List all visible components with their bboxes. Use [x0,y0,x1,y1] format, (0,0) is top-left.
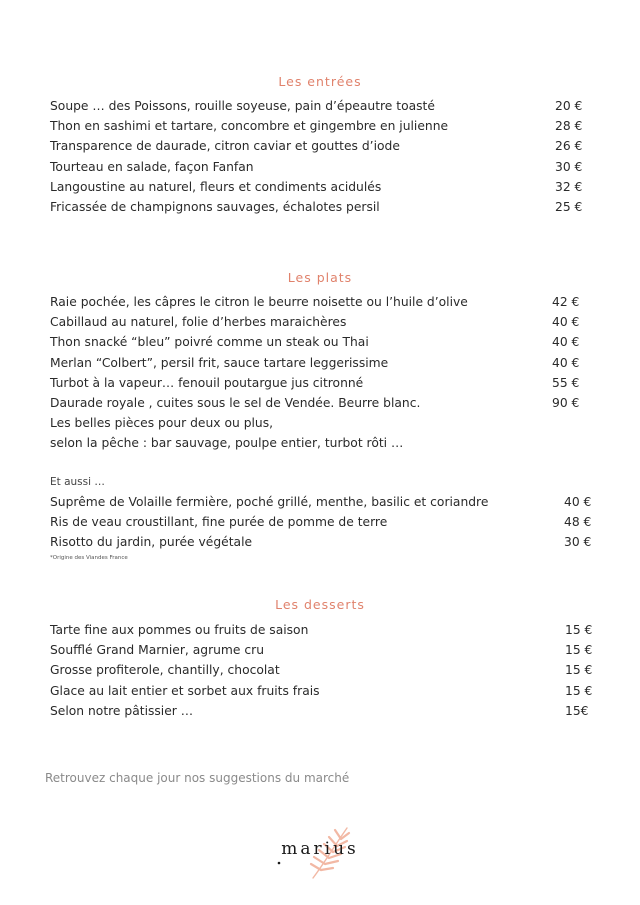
menu-item [50,532,602,552]
menu-item [50,157,600,177]
menu-item-name: Merlan “Colbert”, persil frit, sauce tartare leggerissime [50,355,389,370]
footer-suggestions: Retrouvez chaque jour nos suggestions du marché [45,771,350,785]
menu-item [50,512,602,532]
entrees-title: Les entrées [278,74,362,89]
menu-item-price: 30 € [564,535,592,550]
desserts-title: Les desserts [275,597,365,612]
origin-note: *Origine des Viandes France [50,555,128,561]
menu-item [50,136,600,156]
menu-item [50,96,600,116]
menu-item [50,620,600,640]
logo-dot-icon [278,862,281,865]
menu-item [50,332,600,352]
menu-item-price: 28 € [555,119,583,134]
menu-item-price: 15 € [565,643,593,658]
entrees-list [50,96,600,217]
menu-item-price: 15 € [565,683,593,698]
menu-item-name: Suprême de Volaille fermière, poché grillé, menthe, basilic et coriandre [50,495,489,509]
menu-item-name: Thon en sashimi et tartare, concombre et gingembre en julienne [50,119,449,134]
menu-item-name: Selon notre pâtissier … [50,703,194,718]
menu-extra-line: selon la pêche : bar sauvage, poulpe entier, turbot rôti … [50,436,404,451]
menu-item-price: 26 € [555,139,583,154]
aussi-label: Et aussi … [50,476,105,488]
menu-extra-line: Les belles pièces pour deux ou plus, [50,416,274,430]
menu-item-name: Transparence de daurade, citron caviar et gouttes d’iode [50,139,400,154]
menu-item [50,116,600,136]
menu-item-name: Grosse profiterole, chantilly, chocolat [50,663,280,678]
menu-item-price: 20 € [555,99,583,113]
menu-item [50,492,602,512]
menu-item-name: Ris de veau croustillant, fine purée de pomme de terre [50,515,388,530]
marius-logo [255,822,385,884]
menu-item-price: 40 € [552,355,580,370]
menu-item-name: Soupe … des Poissons, rouille soyeuse, pain d’épeautre toasté [50,99,435,113]
plats-title: Les plats [287,270,353,285]
menu-item-name: Glace au lait entier et sorbet aux fruits frais [50,683,320,698]
desserts-list [50,620,600,721]
menu-item [50,312,600,332]
menu-item-price: 15 € [565,663,593,678]
menu-item-name: Risotto du jardin, purée végétale [50,535,253,550]
menu-item-name: Daurade royale , cuites sous le sel de Vendée. Beurre blanc. [50,395,421,410]
menu-item [50,353,600,373]
menu-item [50,660,600,680]
menu-item-name: Raie pochée, les câpres le citron le beurre noisette ou l’huile d’olive [50,295,468,309]
menu-item [50,701,600,721]
menu-item-price: 30 € [555,159,583,174]
menu-item [50,393,600,413]
menu-item-name: Cabillaud au naturel, folie d’herbes maraichères [50,315,347,330]
menu-item-price: 40 € [552,315,580,330]
plats-extra-lines [50,413,403,453]
aussi-list [50,492,602,553]
menu-item [50,292,600,312]
menu-item-price: 25 € [555,199,583,214]
menu-item-price: 40 € [552,335,580,350]
menu-item-name: Soufflé Grand Marnier, agrume cru [50,643,265,658]
menu-item [50,681,600,701]
menu-item-name: Tarte fine aux pommes ou fruits de saison [50,623,309,637]
menu-item-name: Fricassée de champignons sauvages, échalotes persil [50,199,380,214]
menu-item-price: 48 € [564,515,592,530]
menu-item-price: 15€ [565,703,589,718]
menu-item-price: 40 € [564,495,592,509]
menu-item-price: 32 € [555,179,583,194]
menu-item-price: 90 € [552,395,580,410]
menu-item [50,197,600,217]
menu-item-name: Tourteau en salade, façon Fanfan [50,159,254,174]
plats-list [50,292,600,413]
menu-item-name: Langoustine au naturel, fleurs et condiments acidulés [50,179,382,194]
menu-item-price: 42 € [552,295,580,309]
menu-item [50,373,600,393]
menu-item [50,177,600,197]
menu-item-name: Turbot à la vapeur… fenouil poutargue jus citronné [50,375,364,390]
menu-item-price: 15 € [565,623,593,637]
logo-wordmark: marius [281,839,359,859]
menu-item-name: Thon snacké “bleu” poivré comme un steak ou Thai [50,335,369,350]
menu-item-price: 55 € [552,375,580,390]
menu-item [50,640,600,660]
